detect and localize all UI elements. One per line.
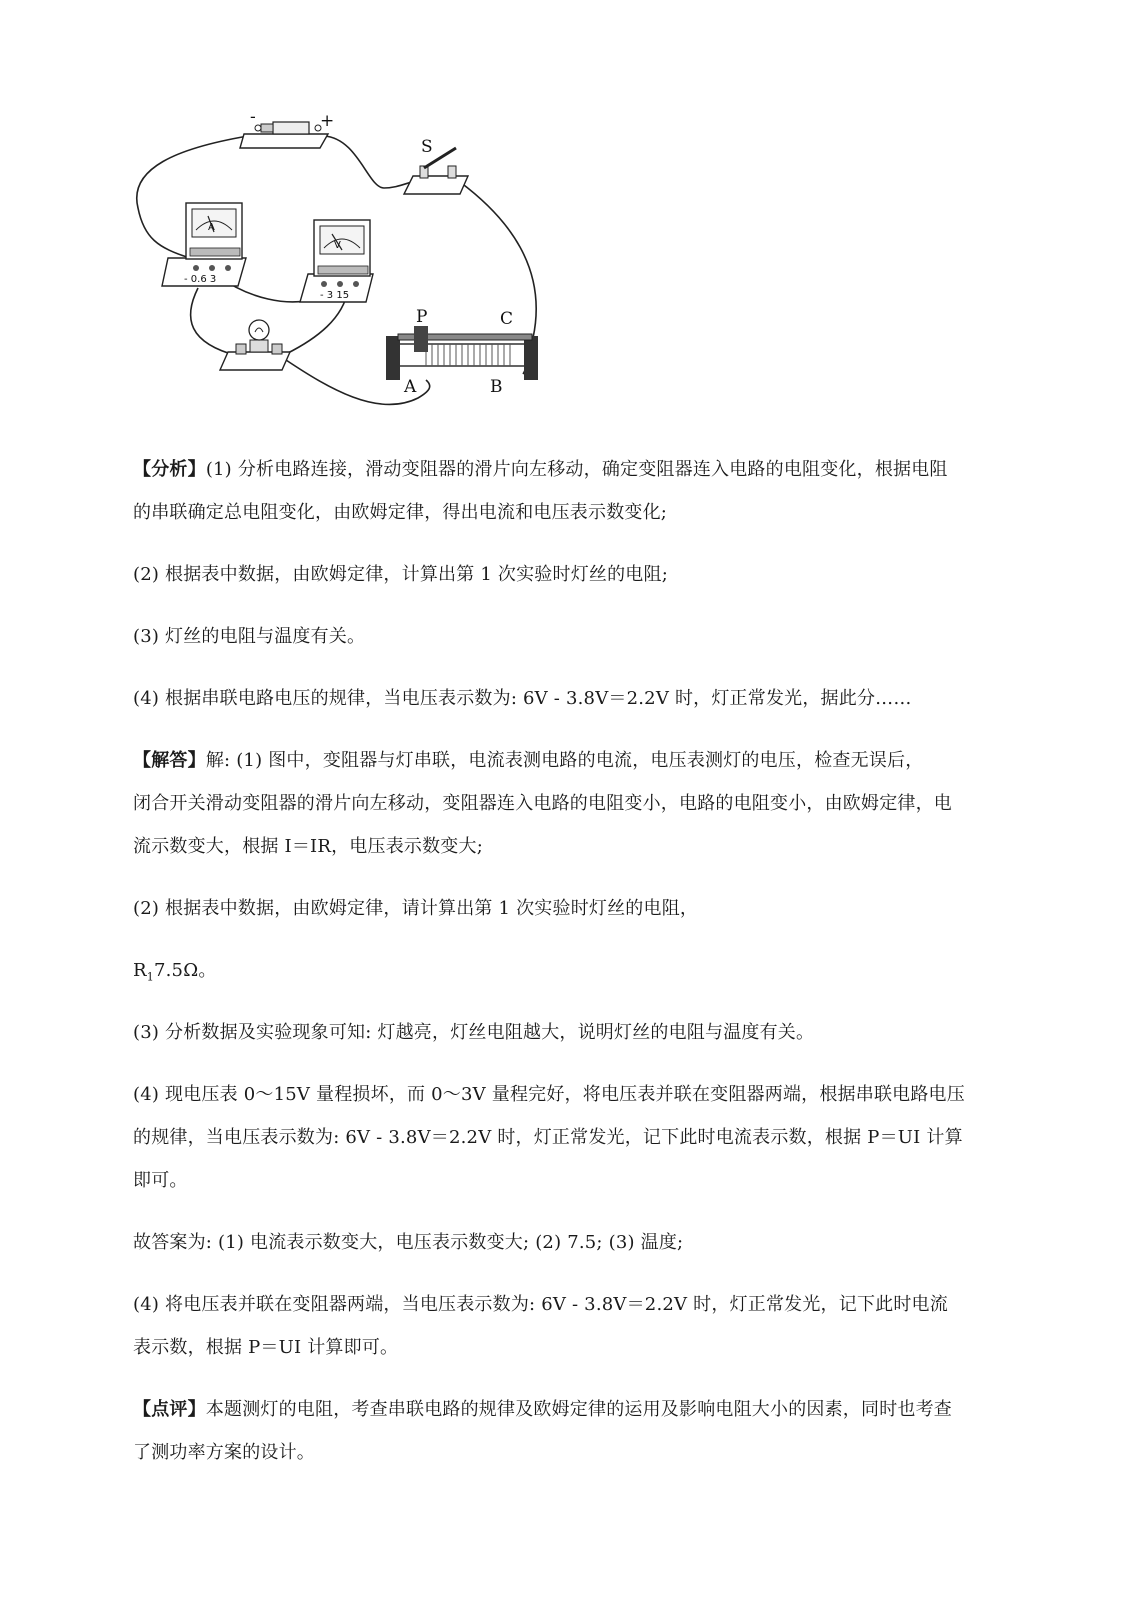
analysis-tag: 【分析】 bbox=[133, 459, 206, 480]
terminal-a-label: A bbox=[404, 377, 417, 397]
analysis-p2: (2) 根据表中数据，由欧姆定律，计算出第 1 次实验时灯丝的电阻; bbox=[133, 564, 668, 585]
answer-p1-l1: 解: (1) 图中，变阻器与灯串联，电流表测电路的电流，电压表测灯的电压，检查无误后， bbox=[205, 750, 924, 771]
wire-ammeter-to-lamp bbox=[191, 288, 238, 356]
analysis-p4: (4) 根据串联电路电压的规律，当电压表示数为: 6V - 3.8V＝2.2V 时，灯正常发光，据此分…… bbox=[133, 688, 912, 709]
answer-p1-l3: 流示数变大，根据 I＝IR，电压表示数变大; bbox=[133, 836, 483, 857]
ammeter-symbol: A bbox=[208, 222, 215, 233]
r-subscript: 1 bbox=[146, 970, 154, 984]
circuit-diagram bbox=[128, 108, 548, 418]
comment-line-1 bbox=[133, 1388, 1013, 1431]
battery-plus-label: + bbox=[320, 111, 335, 131]
answer-p4-l3: 即可。 bbox=[133, 1170, 188, 1191]
rheostat bbox=[386, 307, 538, 397]
lamp bbox=[220, 320, 290, 370]
analysis-p1-l1: (1) 分析电路连接，滑动变阻器的滑片向左移动，确定变阻器连入电路的电阻变化，根据电阻 bbox=[205, 459, 948, 480]
r-value: 7.5Ω。 bbox=[153, 960, 217, 981]
answer-line-1 bbox=[133, 739, 1013, 782]
answer-tag: 【解答】 bbox=[133, 750, 206, 771]
ammeter-scale: - 0.6 3 bbox=[184, 274, 217, 285]
voltmeter bbox=[300, 220, 373, 302]
answer-r-value bbox=[133, 949, 1013, 992]
terminal-c-label: C bbox=[500, 309, 514, 329]
comment-tag: 【点评】 bbox=[133, 1399, 206, 1420]
analysis-p3: (3) 灯丝的电阻与温度有关。 bbox=[133, 626, 366, 647]
voltmeter-scale: - 3 15 bbox=[320, 290, 350, 301]
final-answer-p4-l1: (4) 将电压表并联在变阻器两端，当电压表示数为: 6V - 3.8V＝2.2V 时，灯正常发光，记下此时电流 bbox=[133, 1294, 948, 1315]
switch-label: S bbox=[421, 137, 433, 157]
analysis-line-1 bbox=[133, 448, 1013, 491]
answer-p4-l2: 的规律，当电压表示数为: 6V - 3.8V＝2.2V 时，灯正常发光，记下此时电流表示数，根据 P＝UI 计算 bbox=[133, 1127, 963, 1148]
answer-p2: (2) 根据表中数据，由欧姆定律，请计算出第 1 次实验时灯丝的电阻， bbox=[133, 898, 699, 919]
analysis-p1-l2: 的串联确定总电阻变化，由欧姆定律，得出电流和电压表示数变化; bbox=[133, 502, 668, 523]
battery-minus-label: - bbox=[250, 108, 256, 127]
answer-p4-l1: (4) 现电压表 0～15V 量程损坏，而 0～3V 量程完好，将电压表并联在变阻器两端，根据串联电路电压 bbox=[133, 1084, 965, 1105]
battery bbox=[240, 108, 334, 148]
final-answer-line: 故答案为: (1) 电流表示数变大，电压表示数变大; (2) 7.5; (3) 温度; bbox=[133, 1232, 684, 1253]
final-answer-p4-l2: 表示数，根据 P＝UI 计算即可。 bbox=[133, 1337, 399, 1358]
switch bbox=[404, 137, 468, 194]
solution-text bbox=[133, 448, 1013, 1474]
voltmeter-symbol: V bbox=[334, 240, 341, 251]
comment-l2: 了测功率方案的设计。 bbox=[133, 1442, 315, 1463]
terminal-b-label: B bbox=[490, 377, 503, 397]
r-symbol: R bbox=[133, 960, 147, 981]
ammeter bbox=[162, 203, 246, 286]
slider-p-label: P bbox=[416, 307, 428, 327]
comment-l1: 本题测灯的电阻，考查串联电路的规律及欧姆定律的运用及影响电阻大小的因素，同时也考查 bbox=[205, 1399, 953, 1420]
wire-battery-to-switch bbox=[324, 136, 420, 188]
answer-p1-l2: 闭合开关滑动变阻器的滑片向左移动，变阻器连入电路的电阻变小，电路的电阻变小，由欧姆定律，电 bbox=[133, 793, 952, 814]
circuit-diagram-svg bbox=[128, 108, 548, 418]
answer-p3: (3) 分析数据及实验现象可知: 灯越亮，灯丝电阻越大，说明灯丝的电阻与温度有关。 bbox=[133, 1022, 815, 1043]
